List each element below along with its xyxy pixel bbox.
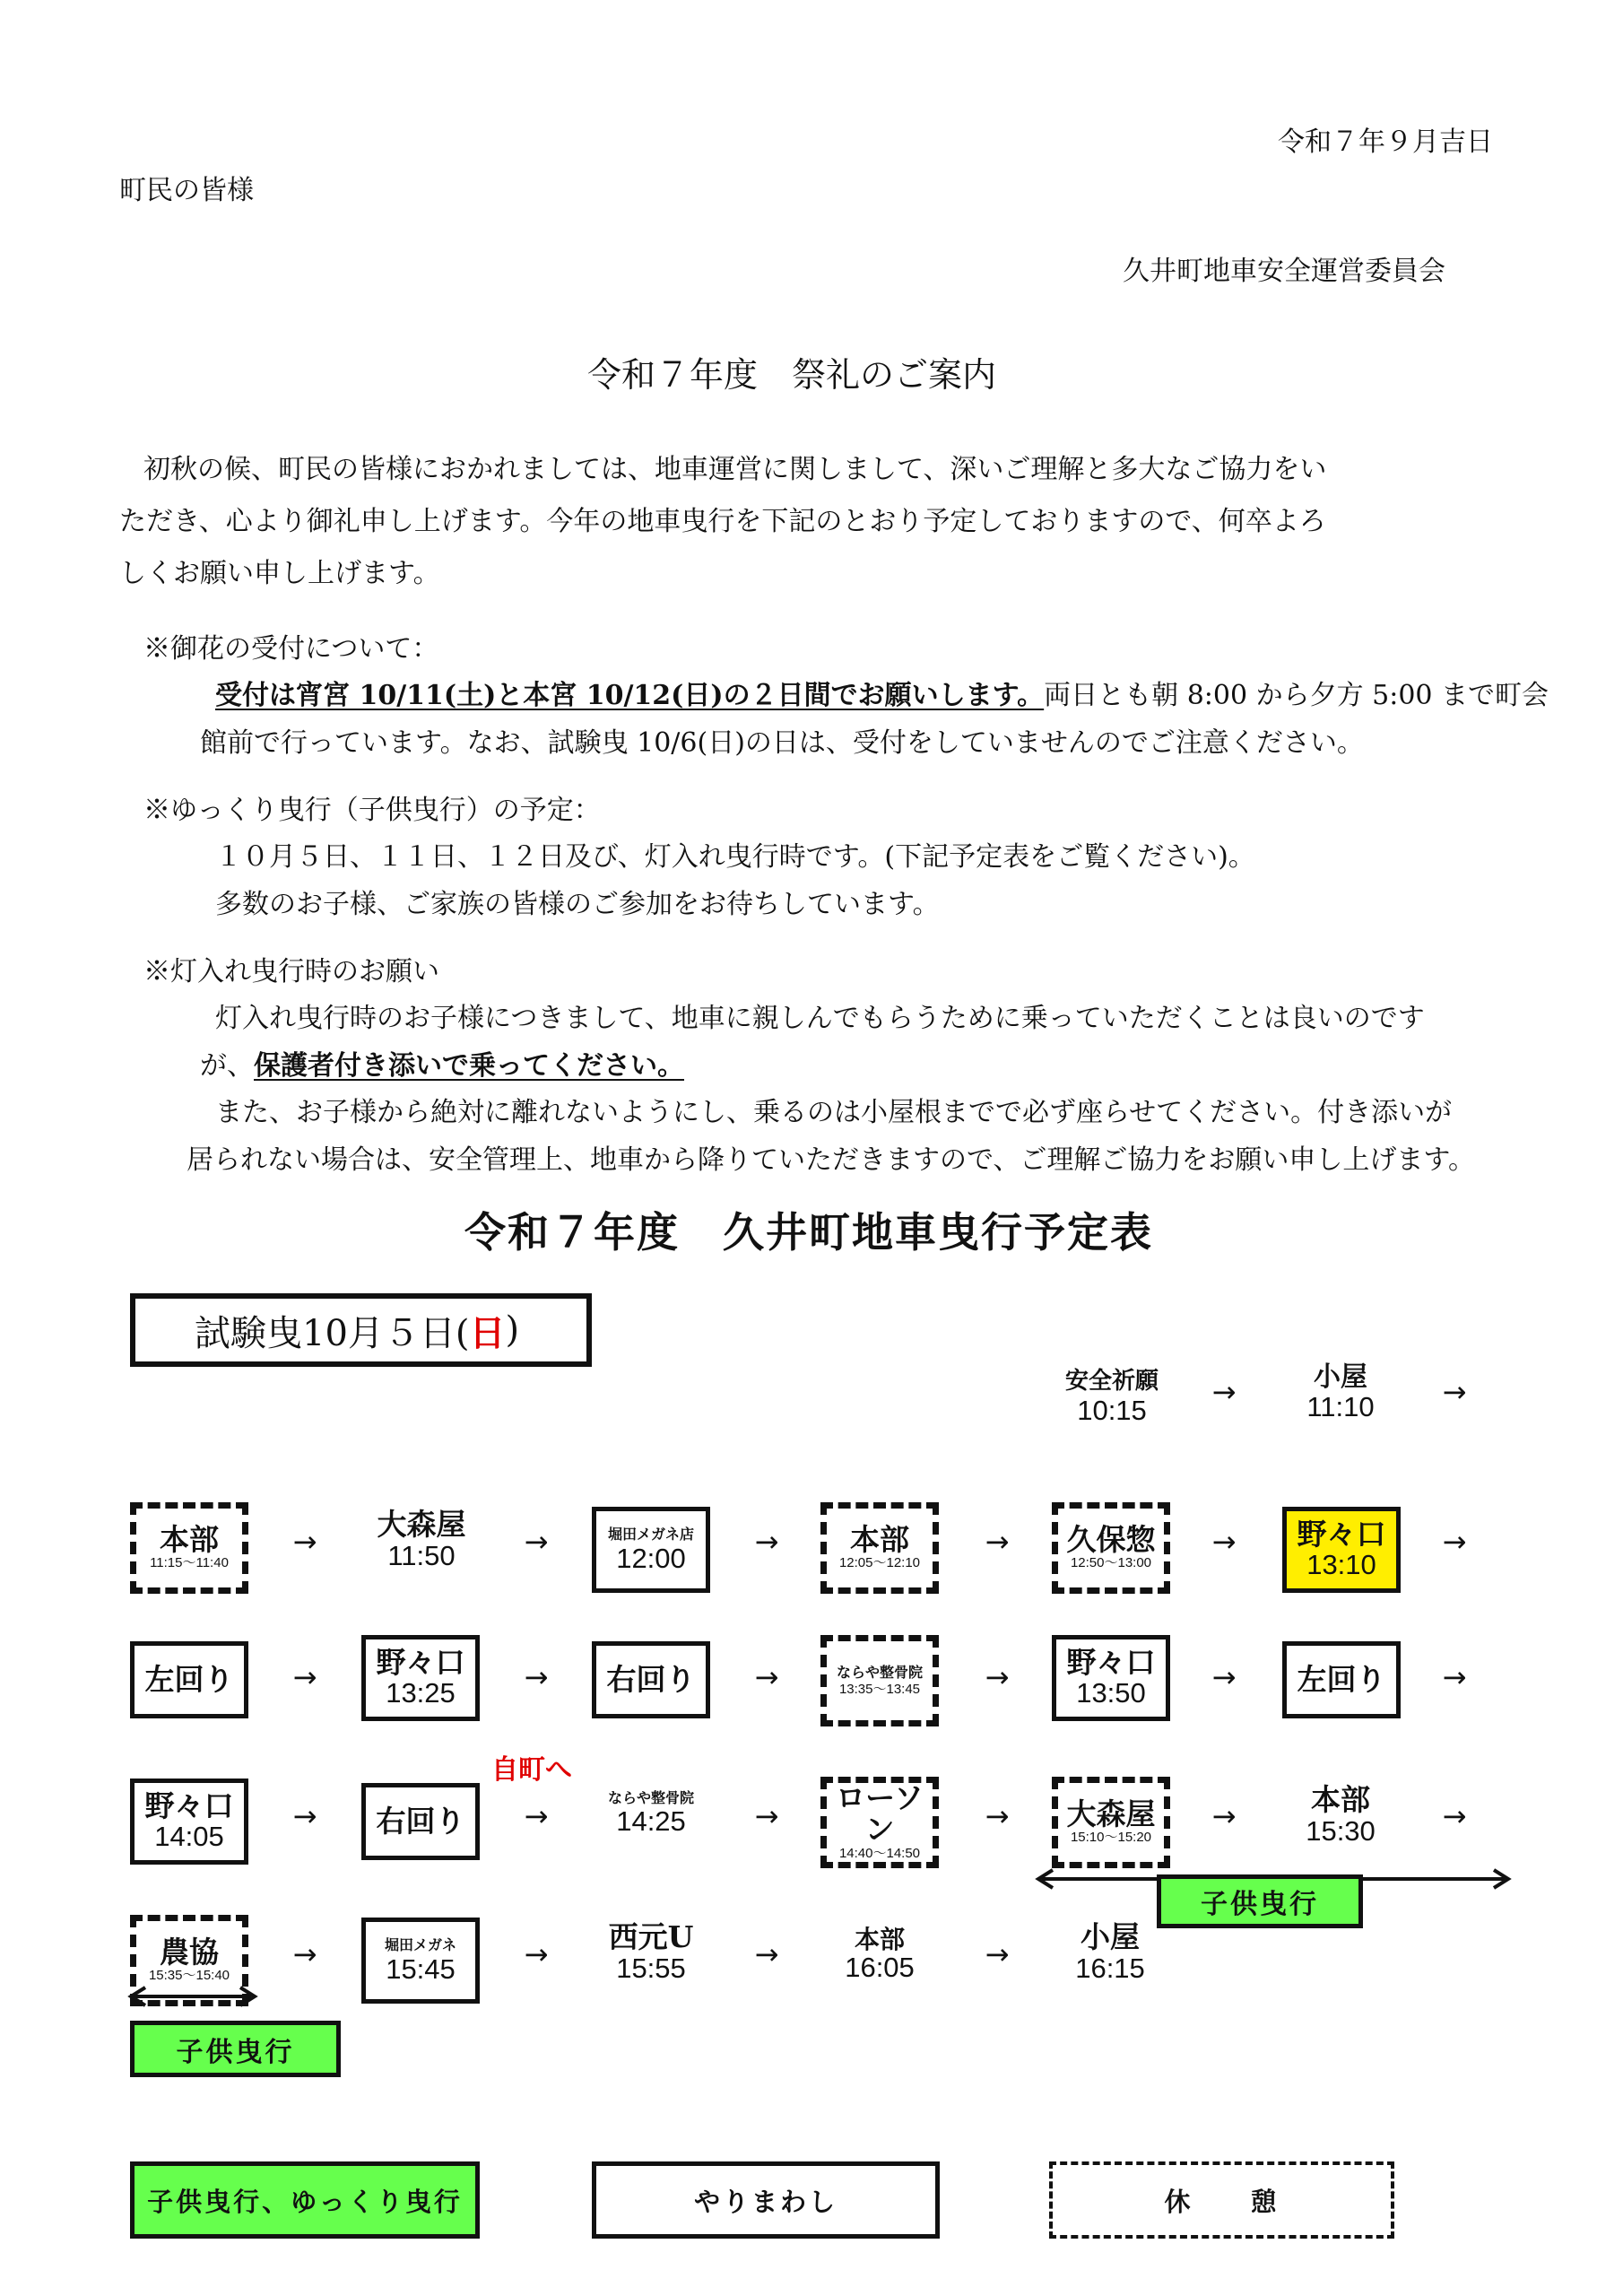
arrow-icon: → <box>1442 1525 1467 1559</box>
stop-nishimoto <box>608 1919 694 1984</box>
stop-time: 11:10 <box>1306 1390 1375 1422</box>
stop-kubosou-rest <box>1052 1502 1170 1594</box>
arrow-icon: → <box>754 1525 779 1559</box>
stop-naraya <box>608 1789 694 1837</box>
arrow-icon: → <box>1211 1660 1237 1694</box>
arrow-icon: → <box>985 1525 1010 1559</box>
stop-name: 右回り <box>606 1661 696 1697</box>
legend-kids-text: 子供曳行、ゆっくり曳行 <box>147 2186 463 2217</box>
stop-name: 久保惣 <box>1066 1521 1156 1557</box>
stop-name: 大森屋 <box>1066 1796 1156 1831</box>
to-home-town-note: 自町へ <box>491 1754 572 1786</box>
legend-rest <box>1049 2161 1394 2239</box>
stop-name: 堀田メガネ店 <box>607 1526 694 1544</box>
kids-run-text: 子供曳行 <box>1201 1889 1319 1920</box>
stop-name: 右回り <box>376 1803 465 1839</box>
arrow-icon: → <box>985 1660 1010 1694</box>
arrow-icon: → <box>524 1525 549 1559</box>
stop-name: 小屋 <box>1314 1361 1367 1393</box>
stop-name: 大森屋 <box>377 1507 466 1542</box>
stop-time-range: 15:35～15:40 <box>148 1968 230 1984</box>
stop-name: 野々口 <box>1066 1644 1156 1680</box>
stop-nonoguchi <box>361 1635 480 1721</box>
document-date: 令和７年９月吉日 <box>1278 126 1493 158</box>
stop-koya <box>1306 1363 1374 1422</box>
stop-time: 13:50 <box>1076 1677 1146 1709</box>
day-label-suffix: ) <box>505 1309 520 1351</box>
arrow-icon: → <box>754 1799 779 1833</box>
stop-time: 11:50 <box>387 1539 456 1571</box>
stop-time: 15:45 <box>386 1952 456 1985</box>
stop-name: ならや整骨院 <box>607 1789 695 1806</box>
stop-name: 安全祈願 <box>1064 1368 1159 1395</box>
stop-time: 15:30 <box>1306 1814 1376 1847</box>
ohana-line-1-rest: 両日とも朝 8:00 から夕方 5:00 まで町会 <box>1044 680 1549 711</box>
ohana-line-2: 館前で行っています。なお、試験曳 10/6(日)の日は、受付をしていませんのでご注意ください。 <box>200 727 1364 759</box>
stop-lawson-rest <box>820 1777 939 1868</box>
stop-name: 左回り <box>144 1661 234 1697</box>
addressee: 町民の皆様 <box>119 175 254 206</box>
stop-name: 野々口 <box>1297 1516 1386 1552</box>
stop-time-range: 15:10～15:20 <box>1070 1830 1152 1846</box>
stop-koya-2 <box>1075 1919 1145 1984</box>
arrow-icon: → <box>1211 1525 1237 1559</box>
arrow-icon: → <box>754 1660 779 1694</box>
stop-time: 15:55 <box>616 1952 686 1984</box>
stop-honbu-2 <box>845 1926 915 1983</box>
arrow-icon: → <box>985 1937 1010 1971</box>
arrow-icon: → <box>292 1660 317 1694</box>
stop-time: 16:05 <box>845 1952 915 1984</box>
stop-name: 本部 <box>1310 1782 1370 1817</box>
legend-yarimawashi-text: やりまわし <box>693 2186 838 2217</box>
arrow-icon: → <box>1442 1799 1467 1833</box>
stop-time-range: 14:40～14:50 <box>838 1845 921 1861</box>
ohana-heading: ※御花の受付について： <box>143 633 439 665</box>
stop-name: 左回り <box>1297 1661 1386 1697</box>
stop-hidari-mawari <box>130 1641 248 1718</box>
stop-time: 14:05 <box>154 1821 224 1853</box>
stop-name: 本部 <box>854 1925 906 1954</box>
stop-anzen-kigan <box>1065 1368 1159 1426</box>
stop-nonoguchi-3 <box>130 1779 248 1865</box>
stop-name: 農協 <box>160 1934 219 1970</box>
intro-line-3: しくお願い申し上げます。 <box>119 558 440 589</box>
stop-name: 小屋 <box>1080 1919 1140 1954</box>
kids-run-text: 子供曳行 <box>176 2036 295 2068</box>
arrow-icon: → <box>524 1660 549 1694</box>
stop-time: 10:15 <box>1077 1395 1147 1427</box>
arrow-icon: → <box>524 1799 549 1833</box>
stop-nonoguchi-2 <box>1052 1635 1170 1721</box>
stop-migi-mawari-2 <box>361 1783 480 1860</box>
arrow-icon: → <box>985 1799 1010 1833</box>
sender: 久井町地車安全運営委員会 <box>1123 256 1445 287</box>
day-label-weekday: 日 <box>469 1311 506 1354</box>
stop-name: 本部 <box>160 1521 219 1557</box>
hiire-line-3: また、お子様から絶対に離れないようにし、乗るのは小屋根までで必ず座らせてください。付き添いが <box>215 1097 1453 1128</box>
hiire-heading: ※灯入れ曳行時のお願い <box>143 956 439 987</box>
stop-name: 堀田メガネ <box>384 1936 456 1954</box>
hiire-line-2 <box>200 1049 684 1083</box>
stop-name: 野々口 <box>376 1644 465 1680</box>
ohana-underlined: 受付は宵宮 10/11(土)と本宮 10/12(日)の２日間でお願いします。 <box>215 680 1045 711</box>
stop-name: ローソン <box>836 1780 924 1847</box>
stop-migi-mawari <box>592 1641 710 1718</box>
hiire-line-2-prefix: が、 <box>200 1050 254 1082</box>
stop-time-range: 12:05～12:10 <box>838 1555 921 1571</box>
day-label-prefix: 試験曳10月５日( <box>195 1312 470 1354</box>
arrow-icon: → <box>1442 1375 1467 1409</box>
legend-kids-run <box>130 2161 480 2239</box>
legend-rest-text: 休 憩 <box>1164 2186 1280 2217</box>
stop-omoriya-rest <box>1052 1777 1170 1868</box>
stop-time-range: 11:15～11:40 <box>150 1555 229 1571</box>
stop-naraya-rest <box>820 1635 939 1726</box>
stop-hidari-mawari-2 <box>1282 1641 1401 1718</box>
stop-honbu <box>1306 1782 1376 1847</box>
stop-time: 13:10 <box>1306 1549 1376 1581</box>
yukkuri-line-1: １０月５日、１１日、１２日及び、灯入れ曳行時です。(下記予定表をご覧ください)。 <box>215 841 1255 873</box>
hiire-line-4: 居られない場合は、安全管理上、地車から降りていただきますので、ご理解ご協力をお願い申し上げます。 <box>187 1144 1475 1176</box>
stop-honbu-rest-2 <box>820 1502 939 1594</box>
stop-name: ならや整骨院 <box>836 1664 923 1682</box>
stop-time: 16:15 <box>1075 1952 1145 1984</box>
stop-name: 西元U <box>608 1919 694 1954</box>
arrow-icon: → <box>292 1799 317 1833</box>
stop-time: 14:25 <box>616 1805 686 1838</box>
stop-name: 本部 <box>850 1521 909 1557</box>
ohana-line-1 <box>215 679 1549 713</box>
stop-time: 13:25 <box>386 1677 456 1709</box>
legend-yarimawashi <box>592 2161 940 2239</box>
test-run-day-label <box>130 1293 592 1367</box>
arrow-icon: → <box>754 1937 779 1971</box>
stop-honbu-rest <box>130 1502 248 1594</box>
hiire-line-1: 灯入れ曳行時のお子様につきまして、地車に親しんでもらうために乗っていただくことは良いのです <box>215 1003 1425 1034</box>
arrow-icon: → <box>1442 1660 1467 1694</box>
hiire-underlined: 保護者付き添いで乗ってください。 <box>254 1050 684 1082</box>
yukkuri-heading: ※ゆっくり曳行（子供曳行）の予定： <box>143 795 601 826</box>
kids-span-arrow-row4 <box>126 1983 260 2010</box>
arrow-icon: → <box>524 1937 549 1971</box>
arrow-icon: → <box>292 1525 317 1559</box>
kids-run-label-row3 <box>1157 1874 1363 1928</box>
stop-time-range: 12:50～13:00 <box>1070 1555 1152 1571</box>
arrow-icon: → <box>1211 1375 1237 1409</box>
yukkuri-line-2: 多数のお子様、ご家族の皆様のご参加をお待ちしています。 <box>215 889 940 920</box>
stop-nonoguchi-highlighted <box>1282 1507 1401 1593</box>
stop-time-range: 13:35～13:45 <box>838 1681 921 1697</box>
stop-hotta-megane <box>361 1918 480 2004</box>
notice-title: 令和７年度 祭礼のご案内 <box>587 355 997 395</box>
stop-name: 野々口 <box>144 1787 234 1823</box>
intro-line-2: ただき、心より御礼申し上げます。今年の地車曳行を下記のとおり予定しておりますので、何卒よろ <box>119 506 1326 537</box>
arrow-icon: → <box>292 1937 317 1971</box>
kids-run-label-row4 <box>130 2021 341 2077</box>
stop-time: 12:00 <box>616 1542 686 1574</box>
stop-omoriya <box>378 1509 466 1571</box>
intro-line-1: 初秋の候、町民の皆様におかれましては、地車運営に関しまして、深いご理解と多大なご協力をい <box>143 454 1327 485</box>
arrow-icon: → <box>1211 1799 1237 1833</box>
schedule-title: 令和７年度 久井町地車曳行予定表 <box>464 1208 1153 1257</box>
stop-hotta-megane-yarimawashi <box>592 1507 710 1593</box>
